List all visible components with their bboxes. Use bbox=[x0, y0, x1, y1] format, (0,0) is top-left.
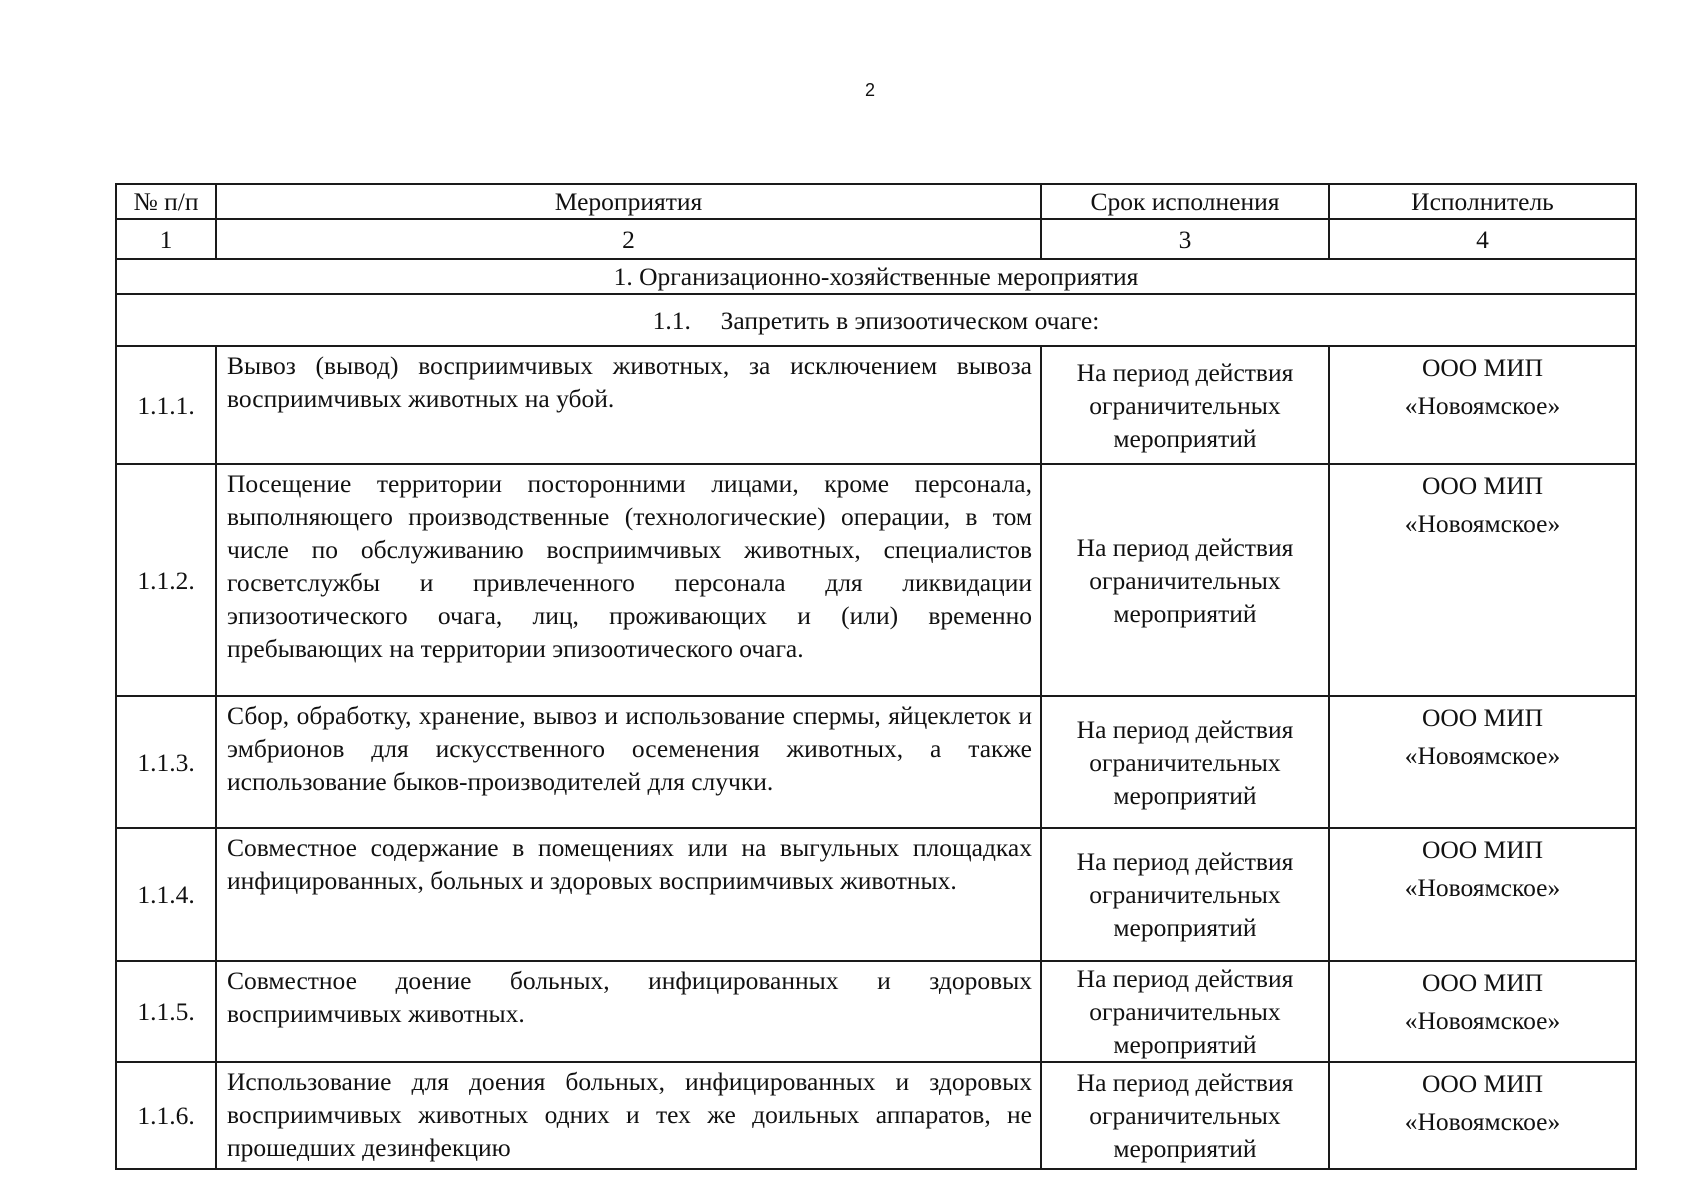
row-number: 1.1.5. bbox=[116, 961, 216, 1062]
row-deadline: На период действия ограничительных мероприятий bbox=[1041, 828, 1329, 961]
executor-name: «Новоямское» bbox=[1404, 741, 1561, 770]
subsection-title: Запретить в эпизоотическом очаге: bbox=[720, 305, 1100, 335]
subsection-row bbox=[116, 294, 1636, 346]
table-row bbox=[116, 346, 1636, 464]
row-deadline: На период действия ограничительных мероприятий bbox=[1041, 1062, 1329, 1169]
subsection-heading bbox=[116, 294, 1636, 346]
row-description: Совместное содержание в помещениях или на выгульных площадках инфицированных, больных и здоровых восприимчивых животных. bbox=[216, 828, 1041, 961]
row-executor bbox=[1329, 961, 1636, 1062]
table-row bbox=[116, 464, 1636, 696]
row-executor bbox=[1329, 346, 1636, 464]
executor-org: ООО МИП bbox=[1421, 1069, 1544, 1098]
row-executor bbox=[1329, 828, 1636, 961]
row-executor bbox=[1329, 1062, 1636, 1169]
row-description: Сбор, обработку, хранение, вывоз и использование спермы, яйцеклеток и эмбрионов для искусственного осеменения животных, а также использование быков-производителей для случки. bbox=[216, 696, 1041, 828]
row-deadline: На период действия ограничительных мероприятий bbox=[1041, 464, 1329, 696]
row-number: 1.1.1. bbox=[116, 346, 216, 464]
executor-name: «Новоямское» bbox=[1404, 509, 1561, 538]
executor-org: ООО МИП bbox=[1421, 703, 1544, 732]
column-numbers-row bbox=[116, 219, 1636, 259]
page-number: 2 bbox=[864, 80, 875, 100]
executor-org: ООО МИП bbox=[1421, 353, 1544, 382]
executor-name: «Новоямское» bbox=[1404, 873, 1561, 902]
row-description: Вывоз (вывод) восприимчивых животных, за исключением вывоза восприимчивых животных на убой. bbox=[216, 346, 1041, 464]
executor-org: ООО МИП bbox=[1421, 968, 1544, 997]
row-deadline: На период действия ограничительных мероприятий bbox=[1041, 961, 1329, 1062]
header-number: № п/п bbox=[116, 184, 216, 219]
row-number: 1.1.6. bbox=[116, 1062, 216, 1169]
row-description: Совместное доение больных, инфицированных и здоровых восприимчивых животных. bbox=[216, 961, 1041, 1062]
column-number: 1 bbox=[116, 219, 216, 259]
table-row bbox=[116, 961, 1636, 1062]
row-description: Посещение территории посторонними лицами, кроме персонала, выполняющего производственные (технологические) операции, в том числе по обслуживанию восприимчивых животных, специалистов госветслужбы и привлеченного персонала для ликвидации эпизоотического очага, лиц, проживающих и (или) временно пребывающих на территории эпизоотического очага. bbox=[216, 464, 1041, 696]
table-row bbox=[116, 696, 1636, 828]
row-number: 1.1.3. bbox=[116, 696, 216, 828]
header-measures: Мероприятия bbox=[216, 184, 1041, 219]
executor-name: «Новоямское» bbox=[1404, 1006, 1561, 1035]
row-deadline: На период действия ограничительных мероприятий bbox=[1041, 696, 1329, 828]
header-deadline: Срок исполнения bbox=[1041, 184, 1329, 219]
row-number: 1.1.2. bbox=[116, 464, 216, 696]
table-row bbox=[116, 828, 1636, 961]
row-description: Использование для доения больных, инфицированных и здоровых восприимчивых животных одних и тех же доильных аппаратов, не прошедших дезинфекцию bbox=[216, 1062, 1041, 1169]
header-row bbox=[116, 184, 1636, 219]
section-title: 1. Организационно-хозяйственные мероприятия bbox=[116, 259, 1636, 294]
column-number: 3 bbox=[1041, 219, 1329, 259]
row-executor bbox=[1329, 464, 1636, 696]
table-row bbox=[116, 1062, 1636, 1169]
column-number: 4 bbox=[1329, 219, 1636, 259]
row-number: 1.1.4. bbox=[116, 828, 216, 961]
executor-org: ООО МИП bbox=[1421, 471, 1544, 500]
row-deadline: На период действия ограничительных мероприятий bbox=[1041, 346, 1329, 464]
section-row bbox=[116, 259, 1636, 294]
row-executor bbox=[1329, 696, 1636, 828]
executor-org: ООО МИП bbox=[1421, 835, 1544, 864]
measures-table bbox=[115, 183, 1637, 1170]
subsection-number: 1.1. bbox=[652, 305, 691, 335]
executor-name: «Новоямское» bbox=[1404, 1107, 1561, 1136]
header-executor: Исполнитель bbox=[1329, 184, 1636, 219]
executor-name: «Новоямское» bbox=[1404, 391, 1561, 420]
column-number: 2 bbox=[216, 219, 1041, 259]
